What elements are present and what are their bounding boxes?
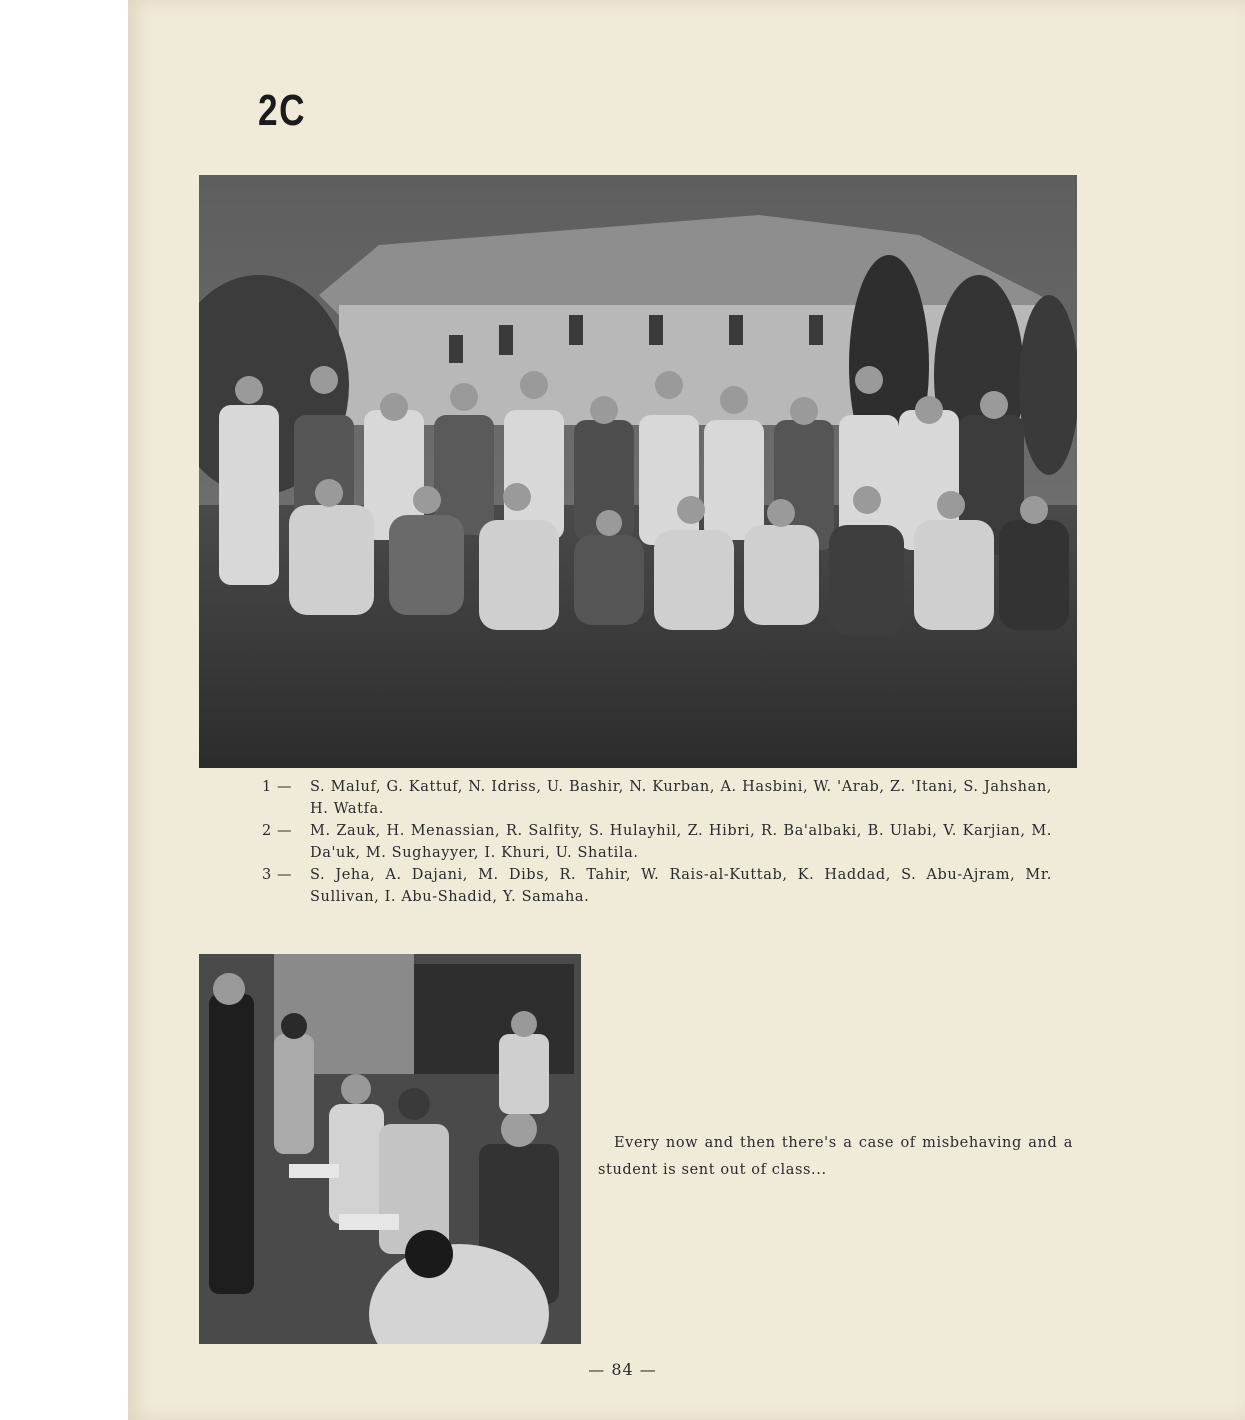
- caption-row-number: 1 —: [262, 779, 293, 795]
- photo-caption: [262, 777, 1052, 909]
- photo-side-caption: Every now and then there's a case of misbehaving and a student is sent out of class...: [598, 1135, 1073, 1178]
- caption-row-2: [262, 821, 1052, 864]
- page-number: — 84 —: [588, 1360, 657, 1379]
- caption-row-3: [262, 865, 1052, 908]
- classroom-photo: [199, 954, 581, 1344]
- section-title: 2C: [258, 86, 307, 135]
- caption-row-names: M. Zauk, H. Menassian, R. Salfity, S. Hulayhil, Z. Hibri, R. Ba'albaki, B. Ulabi, V. Karjian, M. Da'uk, M. Sughayyer, I. Khuri, U. Shatila.: [310, 823, 1052, 861]
- caption-row-number: 2 —: [262, 823, 293, 839]
- caption-row-names: S. Maluf, G. Kattuf, N. Idriss, U. Bashir, N. Kurban, A. Hasbini, W. 'Arab, Z. 'Itani, S. Jahshan, H. Watfa.: [310, 779, 1052, 817]
- caption-row-number: 3 —: [262, 867, 293, 883]
- caption-row-names: S. Jeha, A. Dajani, M. Dibs, R. Tahir, W. Rais-al-Kuttab, K. Haddad, S. Abu-Ajram, Mr. Sullivan, I. Abu-Shadid, Y. Samaha.: [310, 867, 1052, 905]
- class-group-photo: [199, 175, 1077, 768]
- caption-row-1: [262, 777, 1052, 820]
